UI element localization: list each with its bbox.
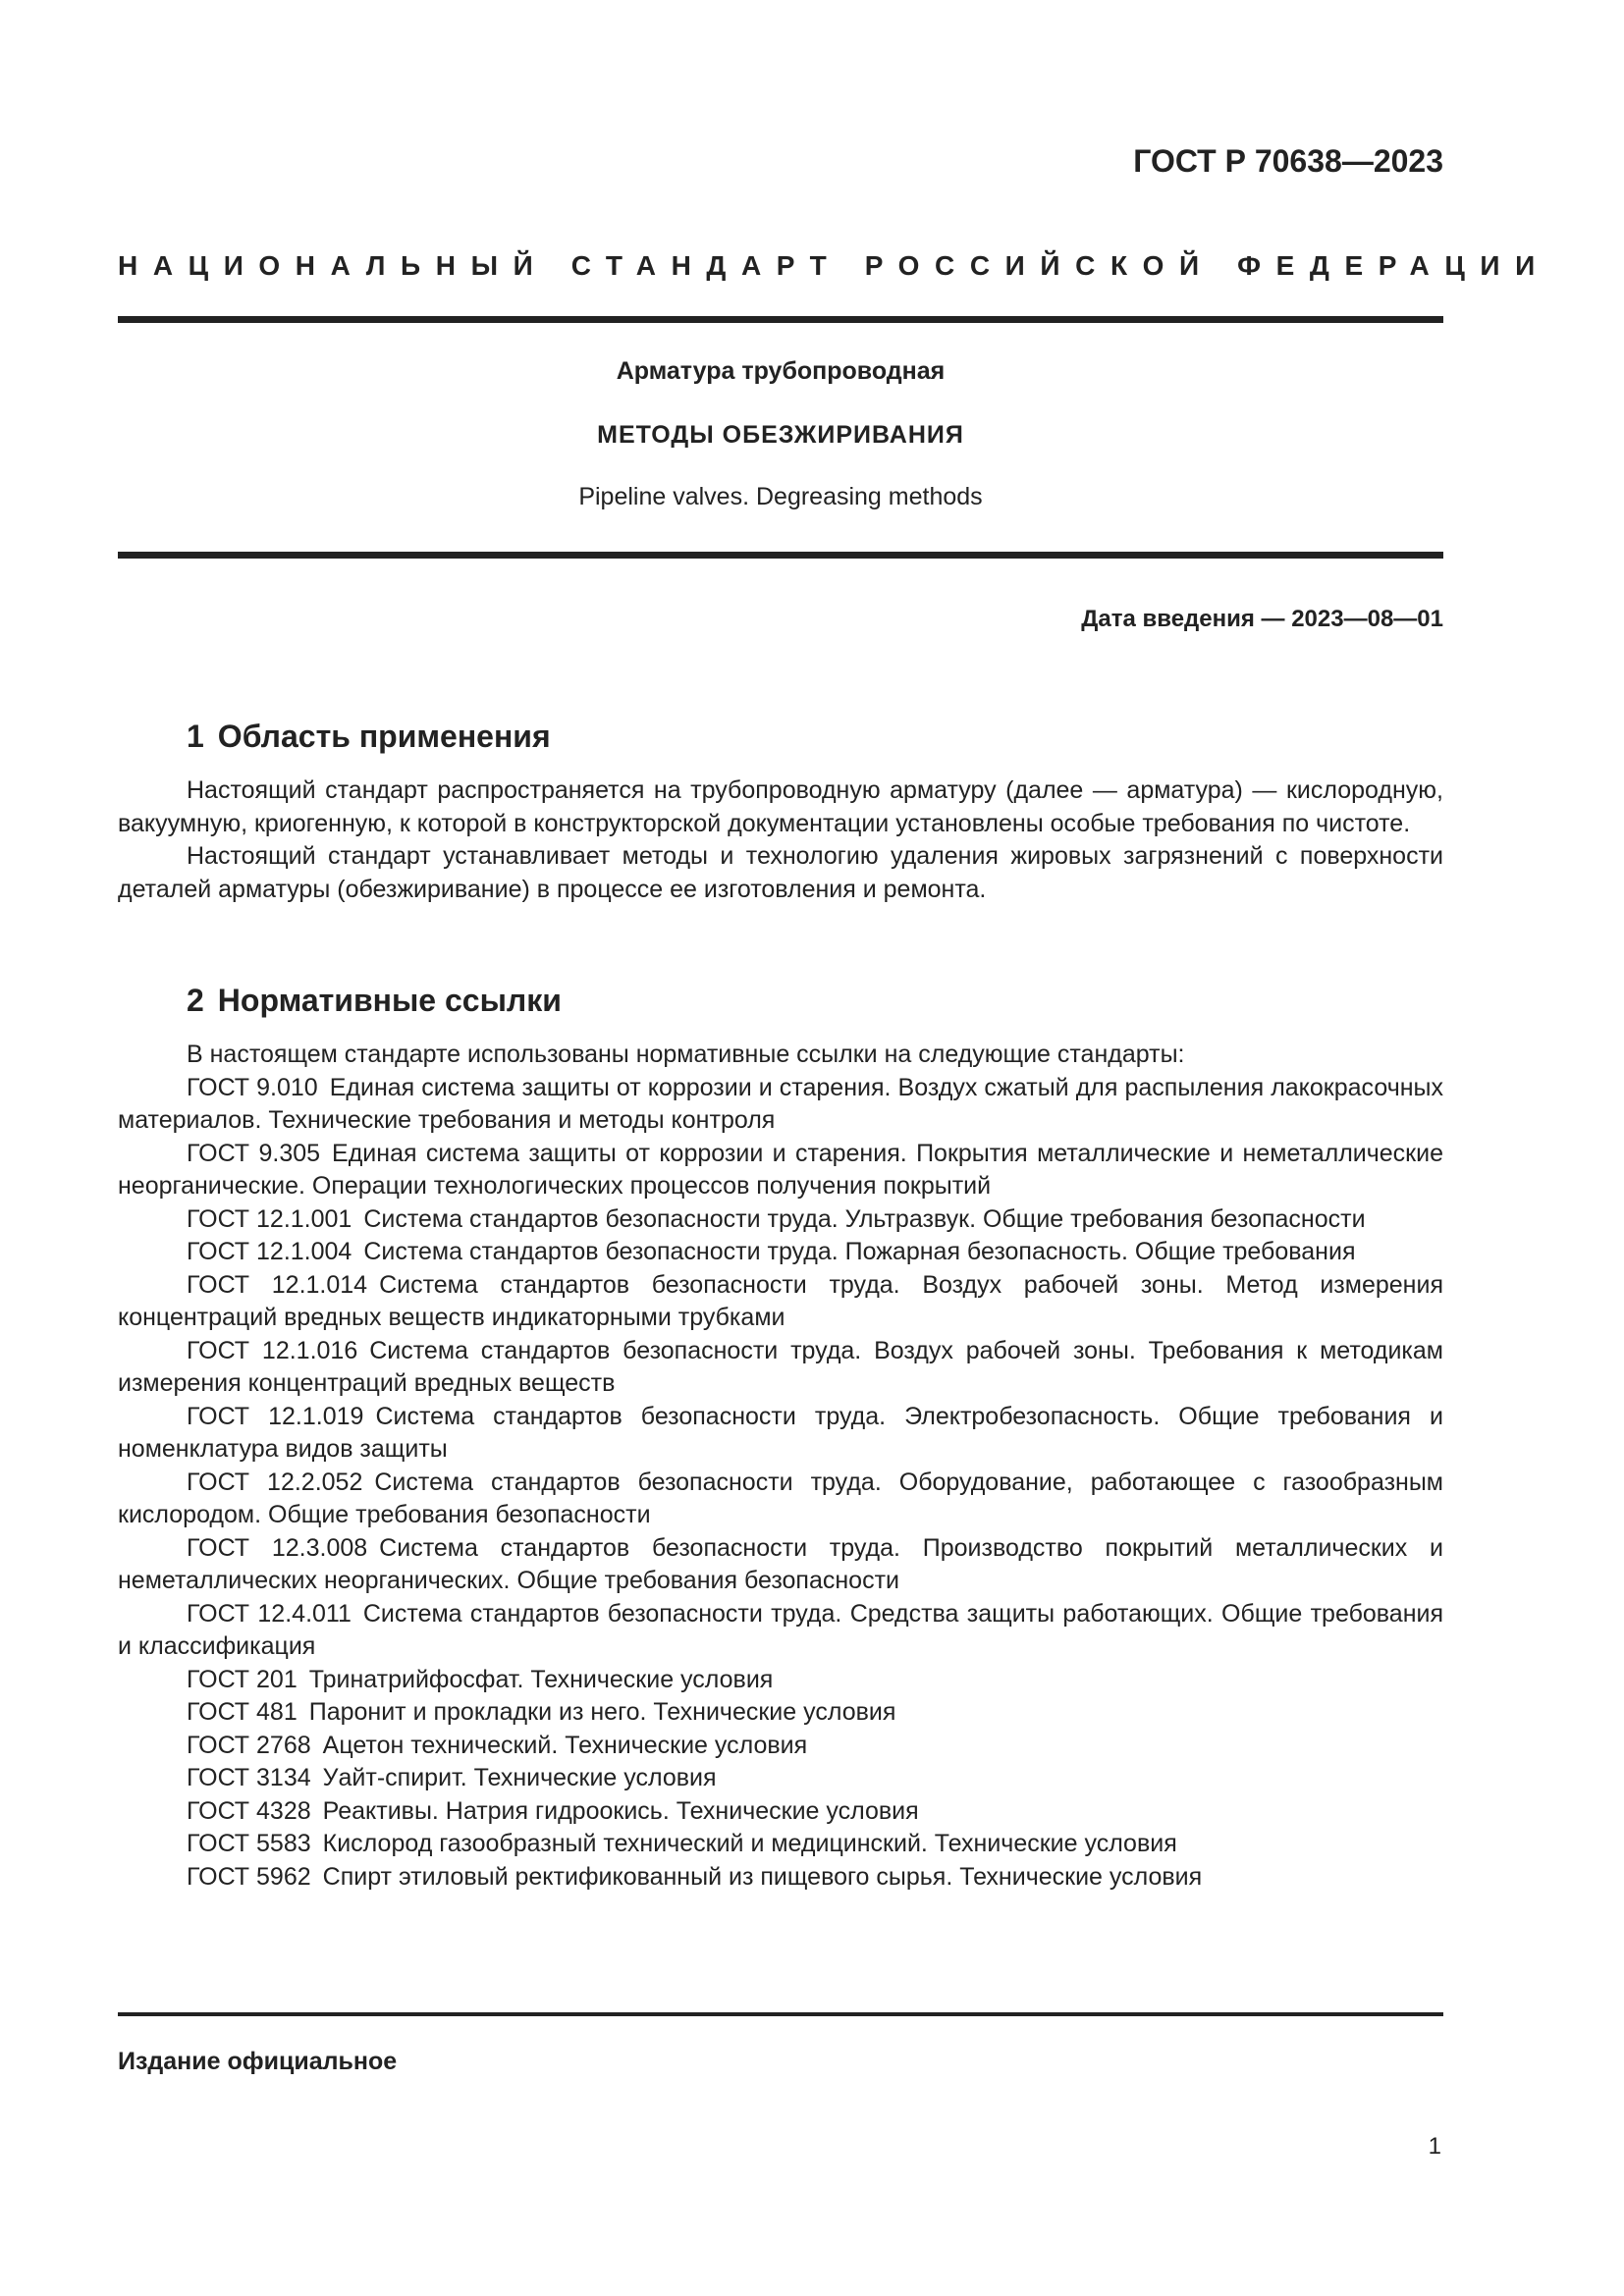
reference-code: ГОСТ 12.1.004 xyxy=(187,1238,352,1265)
introduction-date: Дата введения — 2023—08—01 xyxy=(1081,606,1443,632)
title-rule xyxy=(118,552,1443,559)
reference-item xyxy=(118,1696,1443,1730)
reference-code: ГОСТ 12.1.016 xyxy=(187,1336,358,1364)
reference-code: ГОСТ 12.1.001 xyxy=(187,1204,352,1233)
section-1-heading xyxy=(187,719,551,755)
reference-item xyxy=(118,1467,1443,1532)
reference-text: Система стандартов безопасности труда. Воздух рабочей зоны. Метод измерения концентраций вредных веществ индикаторными трубками xyxy=(118,1270,1443,1331)
reference-code: ГОСТ 9.305 xyxy=(187,1139,321,1167)
reference-code: ГОСТ 3134 xyxy=(187,1764,311,1791)
reference-code: ГОСТ 481 xyxy=(187,1698,298,1726)
section-2-intro: В настоящем стандарте использованы нормативные ссылки на следующие стандарты: xyxy=(187,1041,1185,1068)
reference-item xyxy=(118,1795,1443,1829)
standard-number: ГОСТ Р 70638—2023 xyxy=(1133,143,1443,179)
reference-item xyxy=(118,1598,1443,1664)
reference-code: ГОСТ 12.3.008 xyxy=(187,1533,368,1562)
reference-text: Единая система защиты от коррозии и старения. Воздух сжатый для распыления лакокрасочных материалов. Технические требования и методы контроля xyxy=(118,1073,1443,1134)
footer-rule xyxy=(118,2012,1443,2016)
section-1-paragraph: Настоящий стандарт распространяется на трубопроводную арматуру (далее — арматура) — кислородную, вакуумную, криогенную, к которой в конструкторской документации установлены особые требования по чистоте. xyxy=(118,776,1443,837)
reference-text: Реактивы. Натрия гидроокись. Технические условия xyxy=(322,1796,919,1825)
section-1-paragraph: Настоящий стандарт устанавливает методы и технологию удаления жировых загрязнений с поверхности деталей арматуры (обезжиривание) в процессе ее изготовления и ремонта. xyxy=(118,842,1443,903)
reference-item xyxy=(118,1203,1443,1237)
reference-text: Система стандартов безопасности труда. Производство покрытий металлических и неметаллических неорганических. Общие требования безопасности xyxy=(118,1533,1443,1594)
reference-code: ГОСТ 5583 xyxy=(187,1830,311,1857)
reference-text: Спирт этиловый ректификованный из пищевого сырья. Технические условия xyxy=(322,1862,1203,1891)
reference-item xyxy=(118,1072,1443,1138)
reference-code: ГОСТ 12.1.019 xyxy=(187,1402,364,1430)
reference-item xyxy=(118,1861,1443,1895)
section-1-number: 1 xyxy=(187,719,204,754)
reference-code: ГОСТ 2768 xyxy=(187,1731,311,1759)
page-number: 1 xyxy=(1428,2133,1441,2160)
section-2-title: Нормативные ссылки xyxy=(217,983,562,1018)
official-edition-label: Издание официальное xyxy=(118,2048,398,2075)
reference-item xyxy=(118,1828,1443,1861)
reference-item xyxy=(118,1664,1443,1697)
reference-text: Паронит и прокладки из него. Технические условия xyxy=(308,1698,896,1726)
national-standard-title: НАЦИОНАЛЬНЫЙ СТАНДАРТ РОССИЙСКОЙ ФЕДЕРАЦИИ xyxy=(118,250,1550,281)
reference-item xyxy=(118,1236,1443,1269)
reference-code: ГОСТ 201 xyxy=(187,1665,298,1693)
reference-code: ГОСТ 4328 xyxy=(187,1796,311,1825)
section-2-body xyxy=(118,1039,1443,1894)
reference-code: ГОСТ 12.4.011 xyxy=(187,1599,352,1628)
reference-item xyxy=(118,1335,1443,1401)
reference-text: Система стандартов безопасности труда. Воздух рабочей зоны. Требования к методикам измерения концентраций вредных веществ xyxy=(118,1336,1443,1397)
section-2-number: 2 xyxy=(187,983,204,1018)
section-1-title: Область применения xyxy=(217,719,551,754)
reference-text: Единая система защиты от коррозии и старения. Покрытия металлические и неметаллические неорганические. Операции технологических процессов получения покрытий xyxy=(118,1139,1443,1200)
reference-code: ГОСТ 12.1.014 xyxy=(187,1270,368,1299)
reference-text: Тринатрийфосфат. Технические условия xyxy=(308,1665,774,1693)
reference-item xyxy=(118,1762,1443,1795)
document-title: МЕТОДЫ ОБЕЗЖИРИВАНИЯ xyxy=(597,421,964,449)
header-rule xyxy=(118,316,1443,323)
reference-text: Кислород газообразный технический и медицинский. Технические условия xyxy=(322,1830,1177,1857)
reference-text: Система стандартов безопасности труда. Электробезопасность. Общие требования и номенклатура видов защиты xyxy=(118,1402,1443,1463)
reference-text: Система стандартов безопасности труда. Пожарная безопасность. Общие требования xyxy=(363,1238,1356,1265)
reference-text: Система стандартов безопасности труда. Средства защиты работающих. Общие требования и классификация xyxy=(118,1599,1443,1660)
reference-text: Система стандартов безопасности труда. Оборудование, работающее с газообразным кислородом. Общие требования безопасности xyxy=(118,1468,1443,1528)
reference-text: Система стандартов безопасности труда. Ультразвук. Общие требования безопасности xyxy=(363,1204,1366,1233)
reference-code: ГОСТ 12.2.052 xyxy=(187,1468,363,1496)
reference-item xyxy=(118,1532,1443,1598)
reference-text: Ацетон технический. Технические условия xyxy=(322,1731,808,1759)
section-2-heading xyxy=(187,983,562,1019)
reference-code: ГОСТ 9.010 xyxy=(187,1073,318,1101)
reference-item xyxy=(118,1401,1443,1467)
document-subtitle: Арматура трубопроводная xyxy=(616,357,946,385)
section-1-body xyxy=(118,774,1443,906)
reference-text: Уайт-спирит. Технические условия xyxy=(322,1764,717,1791)
reference-item xyxy=(118,1138,1443,1203)
reference-item xyxy=(118,1269,1443,1335)
english-title: Pipeline valves. Degreasing methods xyxy=(578,483,983,510)
reference-code: ГОСТ 5962 xyxy=(187,1862,311,1891)
reference-item xyxy=(118,1730,1443,1763)
